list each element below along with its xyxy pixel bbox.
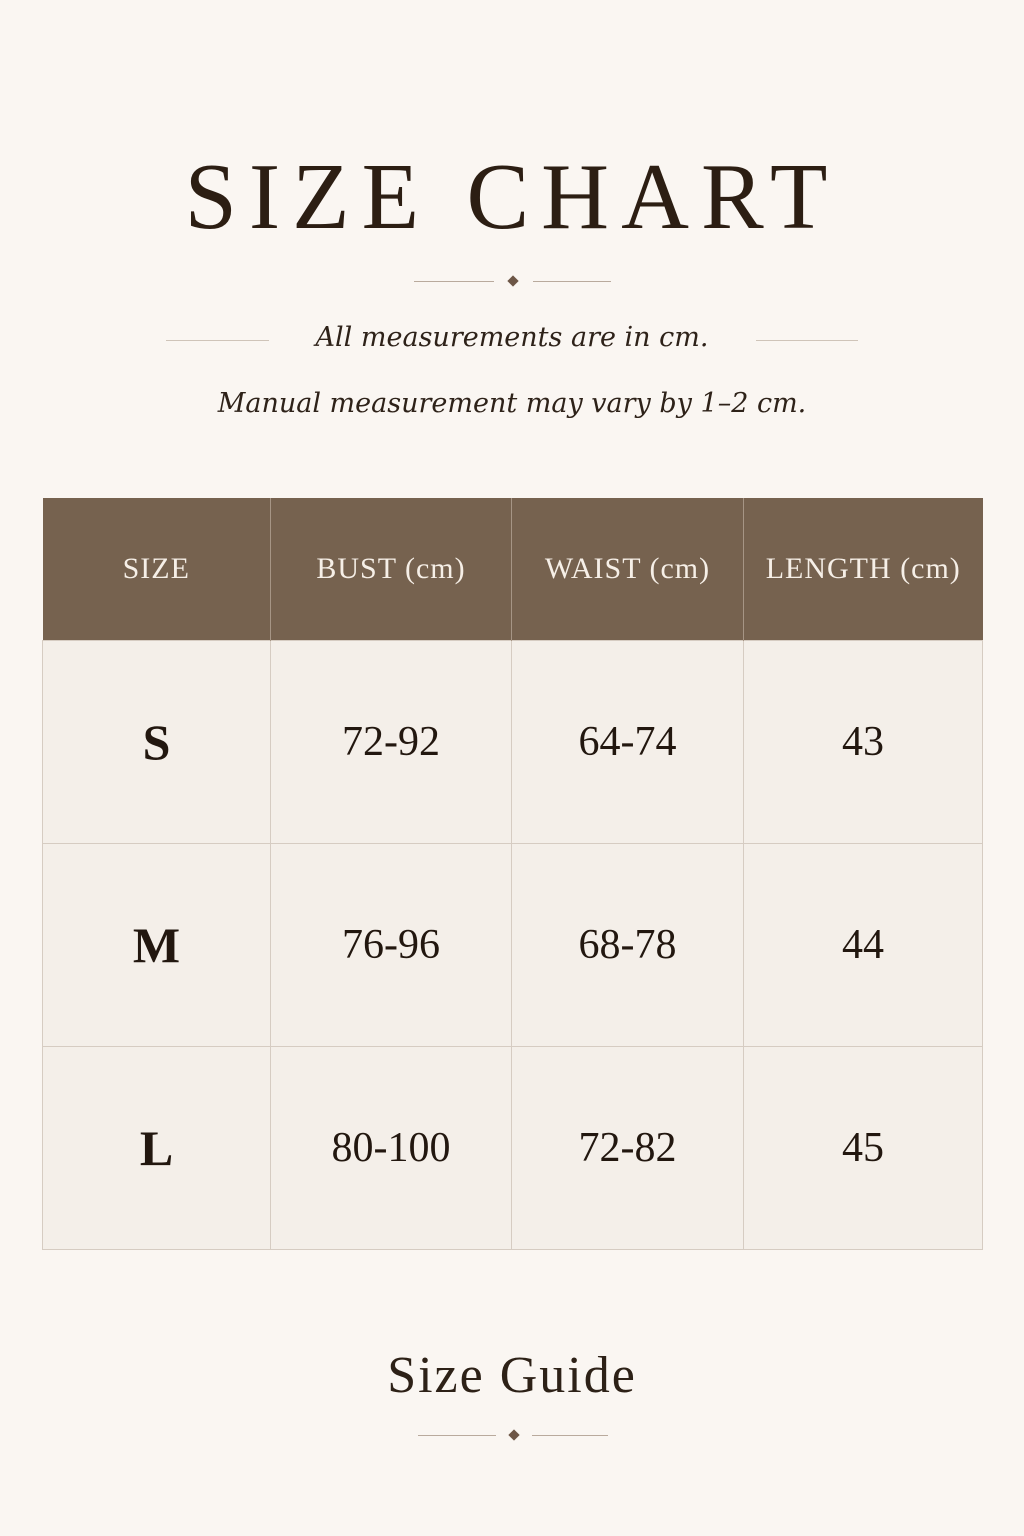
column-header-size: SIZE — [43, 498, 271, 640]
bust-cell: 80-100 — [271, 1046, 512, 1249]
column-header-bust: BUST (cm) — [271, 498, 512, 640]
size-cell: S — [43, 640, 271, 843]
bust-cell: 72-92 — [271, 640, 512, 843]
divider-line-right — [533, 281, 611, 282]
divider-line-left — [418, 1435, 496, 1436]
waist-cell: 64-74 — [512, 640, 744, 843]
diamond-divider-icon — [0, 276, 1024, 288]
divider-line-right — [532, 1435, 608, 1436]
table-row — [43, 640, 983, 843]
length-cell: 44 — [744, 843, 983, 1046]
bust-cell: 76-96 — [271, 843, 512, 1046]
page-title: SIZE CHART — [184, 145, 840, 249]
table-row — [43, 1046, 983, 1249]
diamond-icon — [507, 275, 518, 286]
column-header-waist: WAIST (cm) — [512, 498, 744, 640]
diamond-divider-icon — [0, 1430, 1024, 1442]
size-cell: M — [43, 843, 271, 1046]
measurement-variance-note: Manual measurement may vary by 1–2 cm. — [217, 388, 807, 419]
divider-line-left — [414, 281, 494, 282]
table-header-row — [43, 498, 983, 640]
size-cell: L — [43, 1046, 271, 1249]
column-header-length: LENGTH (cm) — [744, 498, 983, 640]
size-table — [42, 498, 983, 1250]
diamond-icon — [508, 1429, 519, 1440]
table-row — [43, 843, 983, 1046]
waist-cell: 72-82 — [512, 1046, 744, 1249]
footer-title: Size Guide — [387, 1347, 637, 1404]
measurement-unit-note: All measurements are in cm. — [315, 322, 709, 353]
waist-cell: 68-78 — [512, 843, 744, 1046]
length-cell: 43 — [744, 640, 983, 843]
length-cell: 45 — [744, 1046, 983, 1249]
